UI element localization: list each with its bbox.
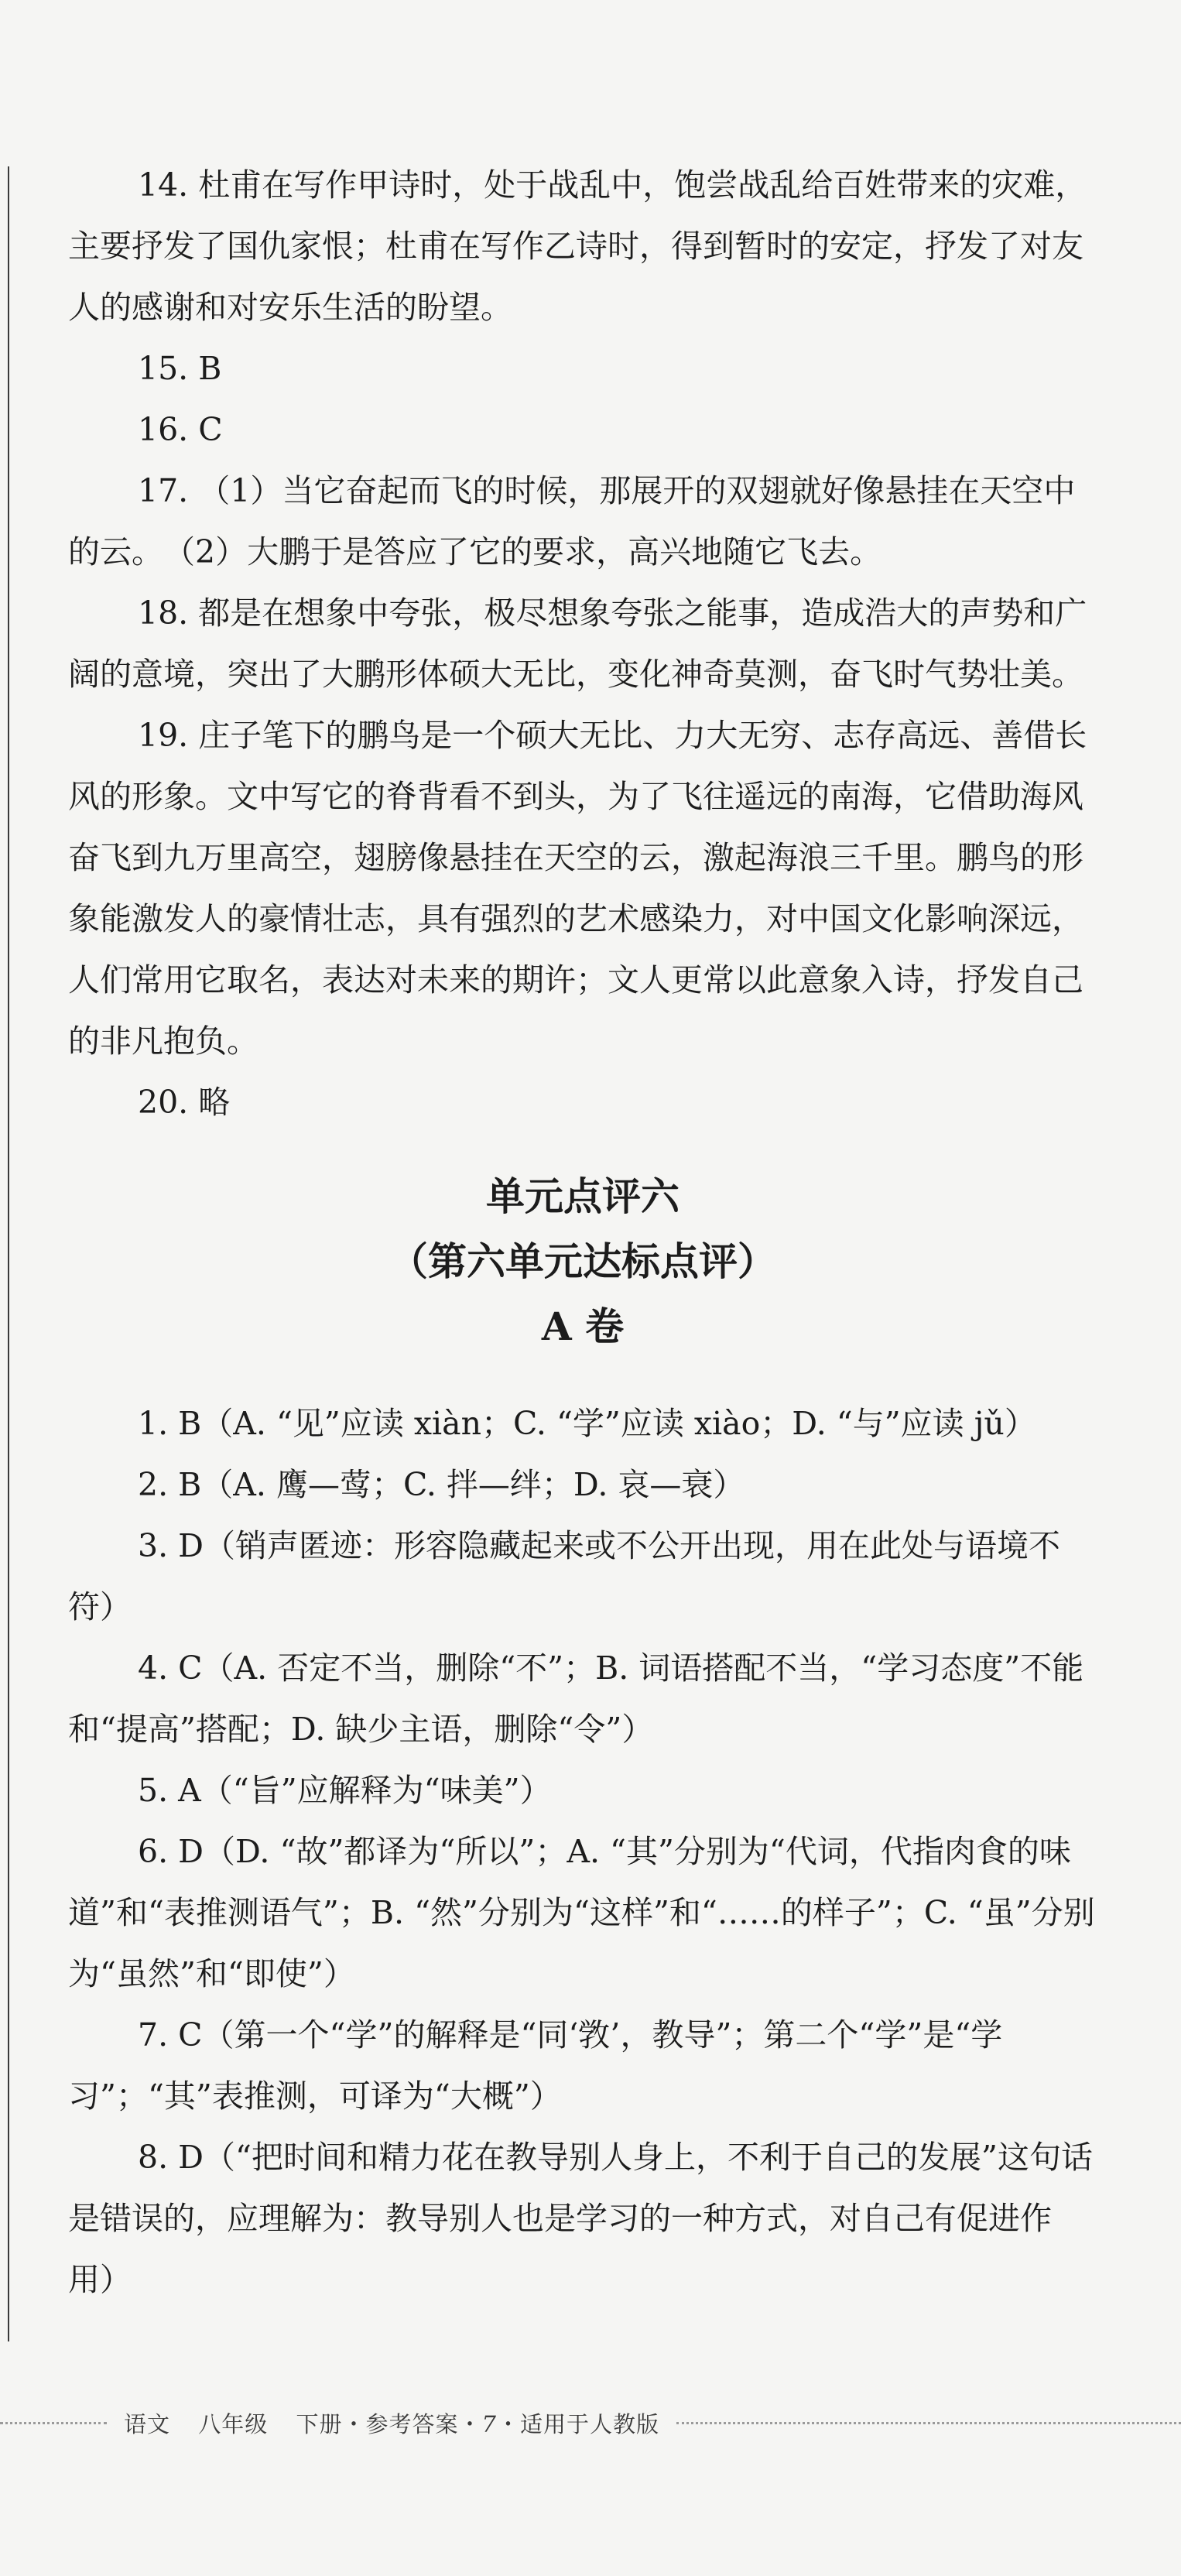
footer-subject: 语文 bbox=[124, 2410, 171, 2437]
answer-item-15: 15. B bbox=[138, 350, 222, 387]
answer-item-a4: 4. C（A. 否定不当，删除“不”；B. 词语搭配不当，“学习态度”不能和“提高”搭配；D. 缺少主语，删除“令”） bbox=[68, 1649, 1084, 1748]
footer-page-number: 7 bbox=[481, 2410, 497, 2437]
answer-item-19: 19. 庄子笔下的鹏鸟是一个硕大无比、力大无穷、志存高远、善借长风的形象。文中写它的脊背看不到头，为了飞往遥远的南海，它借助海风奋飞到九万里高空，翅膀像悬挂在天空的云，激起海浪三千里。鹏鸟的形象能激发人的豪情壮志，具有强烈的艺术感染力，对中国文化影响深远，人们常用它取名，表达对未来的期许；文人更常以此意象入诗，抒发自己的非凡抱负。 bbox=[68, 717, 1087, 1060]
footer-book-info: 下册・参考答案・ bbox=[296, 2410, 482, 2437]
answer-item-16: 16. C bbox=[138, 411, 223, 448]
answer-item-14: 14. 杜甫在写作甲诗时，处于战乱中，饱尝战乱给百姓带来的灾难，主要抒发了国仇家恨；杜甫在写作乙诗时，得到暂时的安定，抒发了对友人的感谢和对安乐生活的盼望。 bbox=[68, 166, 1087, 326]
answer-item-a2: 2. B（A. 鹰—莺；C. 拌—绊；D. 哀—衰） bbox=[138, 1466, 745, 1503]
footer-edition: ・适用于人教版 bbox=[496, 2410, 659, 2437]
footer-dotted-rule-left bbox=[0, 2422, 107, 2424]
answer-item-a8: 8. D（“把时间和精力花在教导别人身上，不利于自己的发展”这句话是错误的，应理解为：教导别人也是学习的一种方式，对自己有促进作用） bbox=[68, 2139, 1093, 2298]
page-footer bbox=[0, 2406, 1181, 2440]
footer-text bbox=[124, 2407, 659, 2439]
section-title: 单元点评六 bbox=[486, 1174, 680, 1219]
answer-item-a1: 1. B（A. “见”应读 xiàn；C. “学”应读 xiào；D. “与”应读 jǔ） bbox=[138, 1405, 1036, 1442]
footer-dotted-rule-right bbox=[676, 2422, 1181, 2424]
answer-item-a3: 3. D（销声匿迹：形容隐藏起来或不公开出现，用在此处与语境不符） bbox=[68, 1527, 1061, 1625]
left-margin-rule bbox=[8, 166, 9, 2341]
footer-grade: 八年级 bbox=[198, 2410, 269, 2437]
answer-item-a6: 6. D（D. “故”都译为“所以”；A. “其”分别为“代词，代指肉食的味道”和“表推测语气”；B. “然”分别为“这样”和“……的样子”；C. “虽”分别为“虽然”和“即使”） bbox=[68, 1833, 1095, 1992]
volume-label: A 卷 bbox=[541, 1303, 625, 1349]
answer-page-body bbox=[68, 155, 1097, 2311]
answer-item-a5: 5. A（“旨”应解释为“味美”） bbox=[138, 1772, 552, 1809]
answer-item-17: 17. （1）当它奋起而飞的时候，那展开的双翅就好像悬挂在天空中的云。 （2）大鹏于是答应了它的要求，高兴地随它飞去。 bbox=[68, 472, 1076, 570]
section-subtitle: （第六单元达标点评） bbox=[389, 1239, 776, 1284]
answer-item-a7: 7. C（第一个“学”的解释是“同‘敩’，教导”；第二个“学”是“学习”；“其”表推测，可译为“大概”） bbox=[68, 2016, 1003, 2115]
answer-item-18: 18. 都是在想象中夸张，极尽想象夸张之能事，造成浩大的声势和广阔的意境，突出了大鹏形体硕大无比，变化神奇莫测，奋飞时气势壮美。 bbox=[68, 594, 1087, 693]
answer-item-20: 20. 略 bbox=[138, 1084, 231, 1121]
